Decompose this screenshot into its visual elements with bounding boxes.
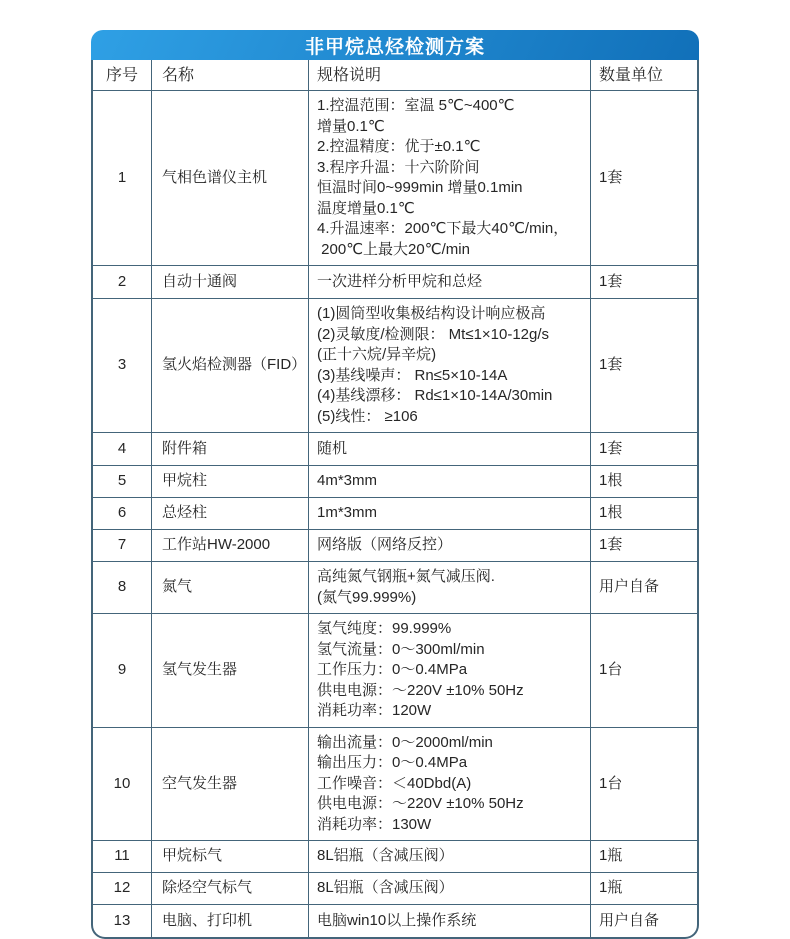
table-row [93, 265, 697, 298]
spec-cell [309, 465, 591, 497]
qty-cell: 1台 [591, 613, 697, 727]
spec-line: 氢气纯度：99.999% [317, 620, 452, 637]
row-number-cell: 8 [93, 561, 152, 613]
spec-line: (氮气99.999%) [317, 588, 417, 606]
item-name-cell: 附件箱 [152, 432, 309, 465]
qty-cell: 1套 [591, 90, 697, 265]
spec-line: 一次进样分析甲烷和总烃 [317, 272, 483, 290]
spec-cell [309, 529, 591, 561]
spec-line: 消耗功率：130W [317, 815, 432, 833]
spec-line: 8L铝瓶（含减压阀） [317, 879, 454, 897]
header-cell-qty: 数量单位 [599, 66, 664, 84]
spec-cell [309, 613, 591, 727]
spec-line: 3.程序升温：十六阶阶间 [317, 158, 480, 176]
header-row [93, 60, 697, 90]
row-number-cell: 9 [93, 613, 152, 727]
row-number-cell: 3 [93, 298, 152, 432]
table-row [93, 872, 697, 904]
item-name-cell: 总烃柱 [152, 497, 309, 529]
spec-cell [309, 840, 591, 872]
qty-cell: 1套 [591, 265, 697, 298]
row-number-cell: 6 [93, 497, 152, 529]
spec-line: 1m*3mm [317, 504, 378, 522]
spec-cell [309, 497, 591, 529]
header-cell-name: 名称 [152, 60, 309, 90]
spec-line: (1)圆筒型收集极结构设计响应极高 [317, 305, 546, 322]
table-row [93, 727, 697, 841]
item-name-cell: 氢火焰检测器（FID） [152, 298, 309, 432]
spec-line: 4.升温速率：200℃下最大40℃/min， [317, 220, 569, 237]
item-name-cell: 自动十通阀 [152, 265, 309, 298]
item-name-cell: 气相色谱仪主机 [152, 90, 309, 265]
spec-line: 高纯氮气钢瓶+氮气减压阀. [317, 568, 495, 585]
row-number-cell: 2 [93, 265, 152, 298]
row-number-cell: 5 [93, 465, 152, 497]
qty-cell: 1瓶 [591, 872, 697, 904]
row-number-cell: 12 [93, 872, 152, 904]
item-name-cell: 甲烷柱 [152, 465, 309, 497]
table-row [93, 432, 697, 465]
spec-line: 200℃上最大20℃/min [317, 240, 470, 258]
item-name-cell: 氮气 [152, 561, 309, 613]
spec-line: 网络版（网络反控） [317, 536, 453, 554]
header-cell-spec: 规格说明 [309, 60, 591, 90]
spec-line: 随机 [317, 439, 348, 457]
spec-line: 增量0.1℃ [317, 117, 385, 135]
table-row [93, 465, 697, 497]
item-name-cell: 电脑、打印机 [152, 904, 309, 937]
spec-line: (正十六烷/异辛烷) [317, 346, 437, 363]
item-name-cell: 工作站HW-2000 [152, 529, 309, 561]
spec-cell [309, 90, 591, 265]
row-number-cell: 4 [93, 432, 152, 465]
spec-line: 4m*3mm [317, 472, 378, 490]
spec-line: 工作压力：0～0.4MPa [317, 661, 468, 678]
spec-line: 输出压力：0～0.4MPa [317, 754, 468, 771]
spec-line: 2.控温精度：优于±0.1℃ [317, 138, 481, 155]
qty-cell: 1套 [591, 432, 697, 465]
spec-cell [309, 432, 591, 465]
spec-line: 电脑win10以上操作系统 [317, 911, 477, 929]
table-row [93, 529, 697, 561]
qty-cell: 1套 [591, 529, 697, 561]
spec-line: 8L铝瓶（含减压阀） [317, 847, 454, 865]
spec-line: 温度增量0.1℃ [317, 199, 415, 217]
spec-line: (3)基线噪声： Rn≤5×10-14A [317, 366, 508, 384]
spec-line: 消耗功率：120W [317, 702, 432, 719]
qty-cell: 1根 [591, 497, 697, 529]
table-row [93, 840, 697, 872]
spec-cell [309, 727, 591, 841]
table-row [93, 613, 697, 727]
item-name-cell: 空气发生器 [152, 727, 309, 841]
row-number-cell: 11 [93, 840, 152, 872]
spec-line: (2)灵敏度/检测限： Mt≤1×10-12g/s [317, 325, 550, 343]
qty-cell: 1根 [591, 465, 697, 497]
table-row [93, 90, 697, 265]
spec-line: (5)线性： ≥106 [317, 407, 418, 425]
spec-line: 1.控温范围：室温 5℃~400℃ [317, 97, 515, 114]
table-row [93, 298, 697, 432]
item-name-cell: 甲烷标气 [152, 840, 309, 872]
qty-cell: 1台 [591, 727, 697, 841]
table-row [93, 561, 697, 613]
qty-cell: 1瓶 [591, 840, 697, 872]
spec-cell [309, 872, 591, 904]
spec-line: (4)基线漂移： Rd≤1×10-14A/30min [317, 387, 553, 404]
table-title: 非甲烷总烃检测方案 [304, 36, 485, 58]
row-number-cell: 1 [93, 90, 152, 265]
spec-table [91, 60, 699, 939]
spec-table-panel [91, 30, 699, 939]
header-cell-no: 序号 [93, 60, 152, 90]
row-number-cell: 10 [93, 727, 152, 841]
spec-line: 供电电源：～220V ±10% 50Hz [317, 795, 524, 812]
spec-cell [309, 561, 591, 613]
spec-cell [309, 904, 591, 937]
item-name-cell: 氢气发生器 [152, 613, 309, 727]
spec-cell [309, 265, 591, 298]
table-row [93, 497, 697, 529]
qty-cell: 用户自备 [591, 561, 697, 613]
row-number-cell: 13 [93, 904, 152, 937]
spec-line: 输出流量：0～2000ml/min [317, 733, 493, 751]
spec-line: 工作噪音：＜40Dbd(A) [317, 774, 472, 792]
spec-cell [309, 298, 591, 432]
table-title-bar [91, 30, 699, 60]
spec-line: 供电电源：～220V ±10% 50Hz [317, 681, 524, 699]
qty-cell: 1套 [591, 298, 697, 432]
spec-line: 氢气流量：0～300ml/min [317, 640, 485, 658]
spec-line: 恒温时间0~999min 增量0.1min [317, 179, 523, 196]
table-row [93, 904, 697, 937]
row-number-cell: 7 [93, 529, 152, 561]
qty-cell: 用户自备 [591, 904, 697, 937]
item-name-cell: 除烃空气标气 [152, 872, 309, 904]
